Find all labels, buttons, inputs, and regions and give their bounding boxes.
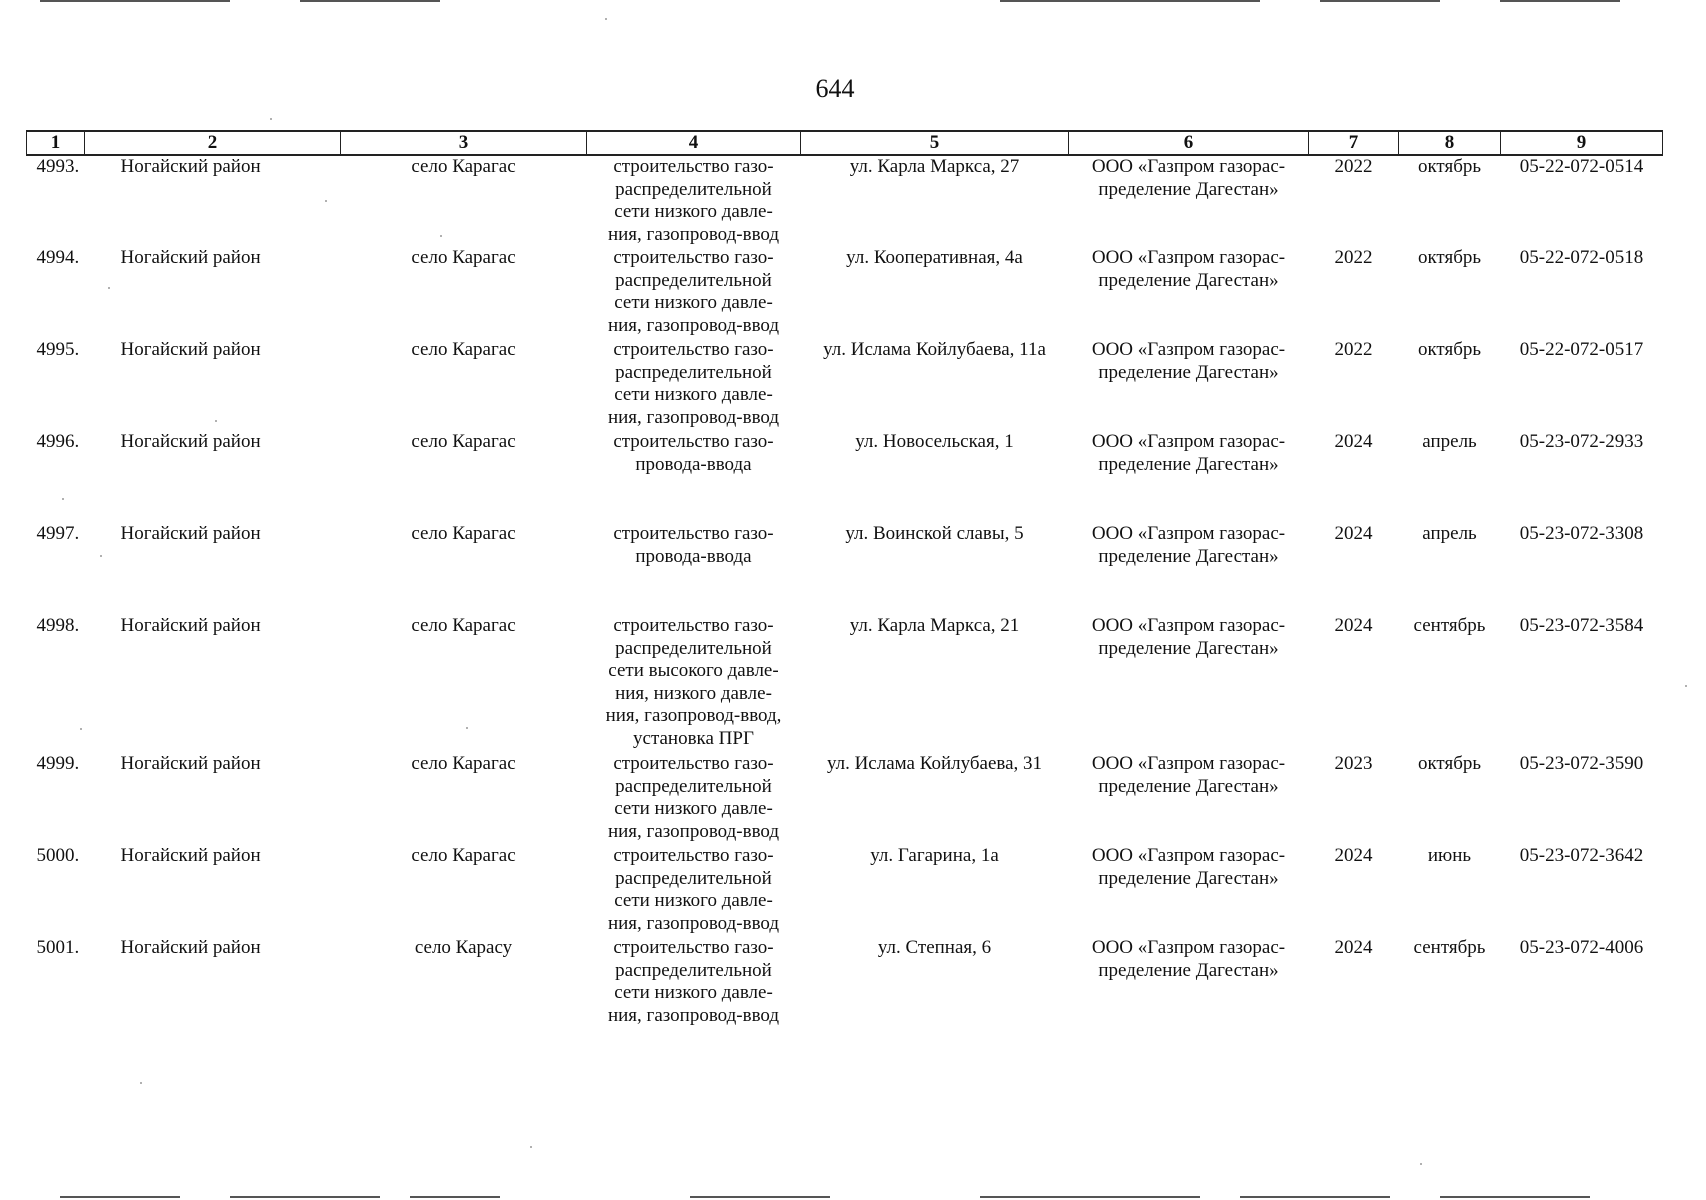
column-header: 8 xyxy=(1399,131,1501,155)
month-cell: октябрь xyxy=(1417,156,1482,177)
row-number: 4999. xyxy=(36,753,80,774)
month-cell: сентябрь xyxy=(1413,937,1486,958)
row-number: 4995. xyxy=(36,339,80,360)
month-cell: сентябрь xyxy=(1413,615,1486,636)
scan-edge-line xyxy=(980,1196,1200,1198)
row-number: 4993. xyxy=(36,156,80,177)
row-number: 4998. xyxy=(36,615,80,636)
locality-cell: село Карагас xyxy=(411,156,516,177)
organization-cell: ООО «Газпром газорас- пределение Дагестан» xyxy=(1091,523,1286,567)
organization-cell: ООО «Газпром газорас- пределение Дагестан» xyxy=(1091,753,1286,797)
scan-speck xyxy=(1685,685,1687,687)
district-cell: Ногайский район xyxy=(120,615,261,636)
address-cell: ул. Карла Маркса, 27 xyxy=(849,156,1020,177)
work-type-cell: строительство газо- распределительной сети низкого давле- ния, газопровод-ввод xyxy=(607,753,780,842)
work-type-cell: строительство газо- распределительной сети низкого давле- ния, газопровод-ввод xyxy=(607,156,780,245)
locality-cell: село Карагас xyxy=(411,753,516,774)
locality-cell: село Карагас xyxy=(411,615,516,636)
locality-cell: село Карагас xyxy=(411,247,516,268)
month-cell: июнь xyxy=(1427,845,1472,866)
column-number-header-row xyxy=(27,131,1663,155)
page-number: 644 xyxy=(815,74,855,103)
scan-speck xyxy=(530,1146,532,1148)
column-header: 3 xyxy=(341,131,587,155)
scan-edge-line xyxy=(410,1196,500,1198)
year-cell: 2022 xyxy=(1334,156,1373,177)
table-row xyxy=(27,431,1663,523)
district-cell: Ногайский район xyxy=(120,247,261,268)
month-cell: апрель xyxy=(1422,431,1477,452)
work-type-cell: строительство газо- распределительной сети высокого давле- ния, низкого давле- ния, газопровод-ввод, установка ПРГ xyxy=(605,615,782,749)
code-cell: 05-22-072-0517 xyxy=(1519,339,1644,360)
organization-cell: ООО «Газпром газорас- пределение Дагестан» xyxy=(1091,156,1286,200)
locality-cell: село Карагас xyxy=(411,431,516,452)
address-cell: ул. Новосельская, 1 xyxy=(855,431,1014,452)
year-cell: 2024 xyxy=(1334,523,1373,544)
locality-cell: село Карагас xyxy=(411,339,516,360)
scan-edge-line xyxy=(1500,0,1620,2)
address-cell: ул. Кооперативная, 4а xyxy=(846,247,1023,268)
organization-cell: ООО «Газпром газорас- пределение Дагестан» xyxy=(1091,845,1286,889)
scan-speck xyxy=(605,18,607,20)
table-row xyxy=(27,247,1663,339)
district-cell: Ногайский район xyxy=(120,523,261,544)
table-row xyxy=(27,155,1663,247)
locality-cell: село Карагас xyxy=(411,523,516,544)
gasification-registry-table xyxy=(26,130,1663,1029)
organization-cell: ООО «Газпром газорас- пределение Дагестан» xyxy=(1091,431,1286,475)
year-cell: 2024 xyxy=(1334,845,1373,866)
scan-edge-line xyxy=(230,1196,380,1198)
row-number: 5000. xyxy=(36,845,80,866)
locality-cell: село Карасу xyxy=(414,937,513,958)
district-cell: Ногайский район xyxy=(120,156,261,177)
work-type-cell: строительство газо- распределительной сети низкого давле- ния, газопровод-ввод xyxy=(607,247,780,336)
work-type-cell: строительство газо- распределительной сети низкого давле- ния, газопровод-ввод xyxy=(607,845,780,934)
district-cell: Ногайский район xyxy=(120,339,261,360)
work-type-cell: строительство газо- распределительной сети низкого давле- ния, газопровод-ввод xyxy=(607,339,780,428)
column-header: 6 xyxy=(1069,131,1309,155)
scan-speck xyxy=(270,118,272,120)
district-cell: Ногайский район xyxy=(120,845,261,866)
organization-cell: ООО «Газпром газорас- пределение Дагестан» xyxy=(1091,339,1286,383)
work-type-cell: строительство газо- распределительной сети низкого давле- ния, газопровод-ввод xyxy=(607,937,780,1026)
locality-cell: село Карагас xyxy=(411,845,516,866)
year-cell: 2024 xyxy=(1334,431,1373,452)
column-header: 1 xyxy=(27,131,85,155)
district-cell: Ногайский район xyxy=(120,753,261,774)
column-header: 5 xyxy=(801,131,1069,155)
table-row xyxy=(27,845,1663,937)
month-cell: апрель xyxy=(1422,523,1477,544)
month-cell: октябрь xyxy=(1417,753,1482,774)
column-header: 2 xyxy=(85,131,341,155)
code-cell: 05-23-072-3308 xyxy=(1519,523,1644,544)
address-cell: ул. Гагарина, 1а xyxy=(870,845,999,866)
scan-edge-line xyxy=(1240,1196,1390,1198)
year-cell: 2023 xyxy=(1334,753,1373,774)
address-cell: ул. Воинской славы, 5 xyxy=(845,523,1024,544)
table-row xyxy=(27,937,1663,1029)
scan-edge-line xyxy=(1000,0,1260,2)
district-cell: Ногайский район xyxy=(120,937,261,958)
address-cell: ул. Ислама Койлубаева, 11а xyxy=(823,339,1046,360)
code-cell: 05-22-072-0518 xyxy=(1519,247,1644,268)
scan-speck xyxy=(1420,1163,1422,1165)
code-cell: 05-23-072-4006 xyxy=(1519,937,1644,958)
table-row xyxy=(27,523,1663,615)
scan-edge-line xyxy=(60,1196,180,1198)
month-cell: октябрь xyxy=(1417,339,1482,360)
code-cell: 05-22-072-0514 xyxy=(1519,156,1644,177)
district-cell: Ногайский район xyxy=(120,431,261,452)
code-cell: 05-23-072-3590 xyxy=(1519,753,1644,774)
year-cell: 2022 xyxy=(1334,247,1373,268)
address-cell: ул. Ислама Койлубаева, 31 xyxy=(826,753,1043,774)
year-cell: 2022 xyxy=(1334,339,1373,360)
column-header: 4 xyxy=(587,131,801,155)
scan-edge-line xyxy=(40,0,230,2)
scan-edge-line xyxy=(1320,0,1440,2)
row-number: 4994. xyxy=(36,247,80,268)
month-cell: октябрь xyxy=(1417,247,1482,268)
row-number: 4996. xyxy=(36,431,80,452)
year-cell: 2024 xyxy=(1334,615,1373,636)
code-cell: 05-23-072-2933 xyxy=(1519,431,1644,452)
address-cell: ул. Степная, 6 xyxy=(877,937,992,958)
organization-cell: ООО «Газпром газорас- пределение Дагестан» xyxy=(1091,247,1286,291)
scan-speck xyxy=(140,1082,142,1084)
address-cell: ул. Карла Маркса, 21 xyxy=(849,615,1020,636)
scan-edge-line xyxy=(690,1196,830,1198)
organization-cell: ООО «Газпром газорас- пределение Дагестан» xyxy=(1091,937,1286,981)
work-type-cell: строительство газо- провода-ввода xyxy=(613,431,774,475)
column-header: 9 xyxy=(1501,131,1663,155)
row-number: 5001. xyxy=(36,937,80,958)
scan-edge-line xyxy=(1440,1196,1590,1198)
scan-edge-line xyxy=(300,0,440,2)
table-row xyxy=(27,615,1663,753)
work-type-cell: строительство газо- провода-ввода xyxy=(613,523,774,567)
code-cell: 05-23-072-3642 xyxy=(1519,845,1644,866)
organization-cell: ООО «Газпром газорас- пределение Дагестан» xyxy=(1091,615,1286,659)
column-header: 7 xyxy=(1309,131,1399,155)
code-cell: 05-23-072-3584 xyxy=(1519,615,1644,636)
row-number: 4997. xyxy=(36,523,80,544)
table-row xyxy=(27,339,1663,431)
table-row xyxy=(27,753,1663,845)
year-cell: 2024 xyxy=(1334,937,1373,958)
